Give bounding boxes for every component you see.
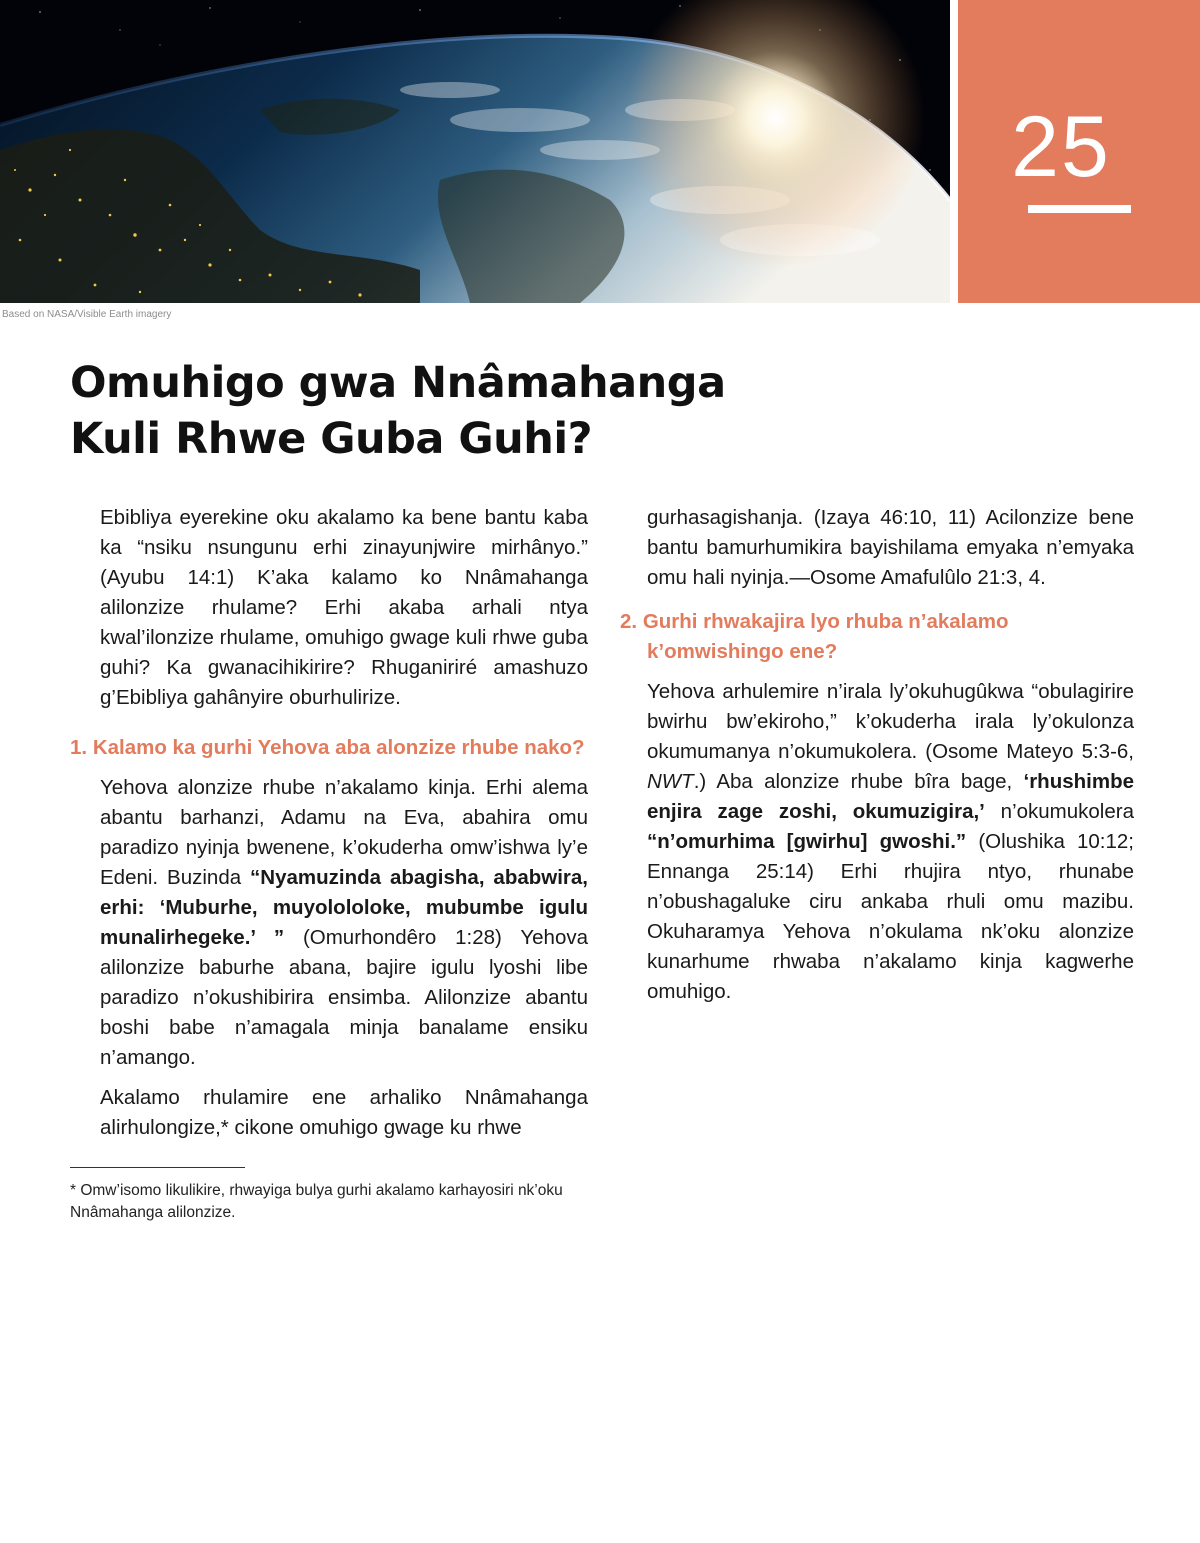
footnote: * Omw’isomo likulikire, rhwayiga bulya gurhi akalamo karhayosiri nk’oku Nnâmahanga alilonzize. bbox=[70, 1182, 563, 1221]
question-2 bbox=[620, 607, 1134, 667]
earth-from-space-image bbox=[0, 0, 950, 303]
paragraph-2-continued: gurhasagishanja. (Izaya 46:10, 11) Acilonzize bene bantu bamurhumikira bayishilama emyaka n’emyaka omu hali nyinja.—Osome Amafulûlo 21:3, 4. bbox=[647, 506, 1134, 589]
badge-underline bbox=[1028, 205, 1131, 213]
question-1-number: 1. bbox=[70, 736, 88, 759]
paragraph-3-text-a: Yehova arhulemire n’irala ly’okuhugûkwa “obulagirire bwirhu bw’ekiroho,” k’okuderha irala ly’okulonza okumumanya n’okumukolera. (Osome Mateyo 5:3-6, bbox=[647, 680, 1134, 763]
paragraph-1-scripture-quote: “Nyamuzinda abagisha, ababwira, erhi: ‘Muburhe, muyolololoke, mubumbe igulu munalirhegeke.’ ” bbox=[100, 866, 588, 949]
right-column bbox=[620, 503, 1134, 1017]
title-line-2: Kuli Rhwe Guba Guhi? bbox=[70, 414, 593, 464]
paragraph-3-text-c: n’okumukolera bbox=[1000, 800, 1134, 823]
question-2-number: 2. bbox=[620, 610, 638, 633]
footnote-divider bbox=[70, 1167, 245, 1168]
paragraph-1-text-a: Yehova alonzize rhube n’akalamo kinja. Erhi alema abantu barhanzi, Adamu na Eva, abahira omu paradizo nyinja bwenene, k’okuderha omw’ishwa ly’e Edeni. Buzinda bbox=[100, 776, 588, 889]
paragraph-3-scripture-quote-1: ‘rhushimbe enjira zage zoshi, okumuzigira,’ bbox=[647, 770, 1134, 823]
paragraph-1 bbox=[100, 773, 588, 1073]
image-credit: Based on NASA/Visible Earth imagery bbox=[2, 309, 172, 320]
paragraph-3 bbox=[647, 677, 1134, 1007]
paragraph-2: Akalamo rhulamire ene arhaliko Nnâmahanga alirhulongize,* cikone omuhigo gwage ku rhwe bbox=[100, 1086, 588, 1139]
paragraph-3-italic: NWT bbox=[647, 770, 694, 793]
question-1-text: Kalamo ka gurhi Yehova aba alonzize rhube nako? bbox=[92, 736, 585, 759]
paragraph-3-scripture-quote-2: “n’omurhima [gwirhu] gwoshi.” bbox=[647, 830, 967, 853]
lesson-number-badge bbox=[958, 0, 1200, 303]
page-title bbox=[70, 355, 890, 467]
question-2-text: Gurhi rhwakajira lyo rhuba n’akalamo k’omwishingo ene? bbox=[642, 610, 1009, 663]
left-column bbox=[70, 503, 588, 1153]
intro-paragraph: Ebibliya eyerekine oku akalamo ka bene bantu kaba ka “nsiku nsungunu erhi zinayunjwire mirhânyo.” (Ayubu 14:1) K’aka kalamo ko Nnâmahanga alilonzize rhulame? Erhi akaba arhali ntya kwal’ilonzize rhulame, omuhigo gwage kuli rhwe guba guhi? Ka gwanacihikirire? Rhuganiriré amashuzo g’Ebibliya gahânyire oburhulirize. bbox=[100, 506, 588, 709]
paragraph-1-text-b: (Omurhondêro 1:28) Yehova alilonzize baburhe abana, bajire igulu lyoshi libe paradizo n’okushibirira ensimba. Alilonzize abantu boshi babe n’amagala minja banalame ensiku n’amango. bbox=[100, 926, 588, 1069]
paragraph-3-text-d: (Olushika 10:12; Ennanga 25:14) Erhi rhujira ntyo, rhunabe n’obushagaluke ciru ankaba rhuli omu mazibu. Okuharamya Yehova n’okulama nk’oku alonzize kunarhume rhwaba n’akalamo kinja kagwerhe omuhigo. bbox=[647, 830, 1135, 1003]
title-line-1: Omuhigo gwa Nnâmahanga bbox=[70, 358, 726, 408]
paragraph-3-text-b: .) Aba alonzize rhube bîra bage, bbox=[693, 770, 1013, 793]
question-1 bbox=[70, 733, 588, 763]
lesson-number: 25 bbox=[1011, 99, 1111, 195]
